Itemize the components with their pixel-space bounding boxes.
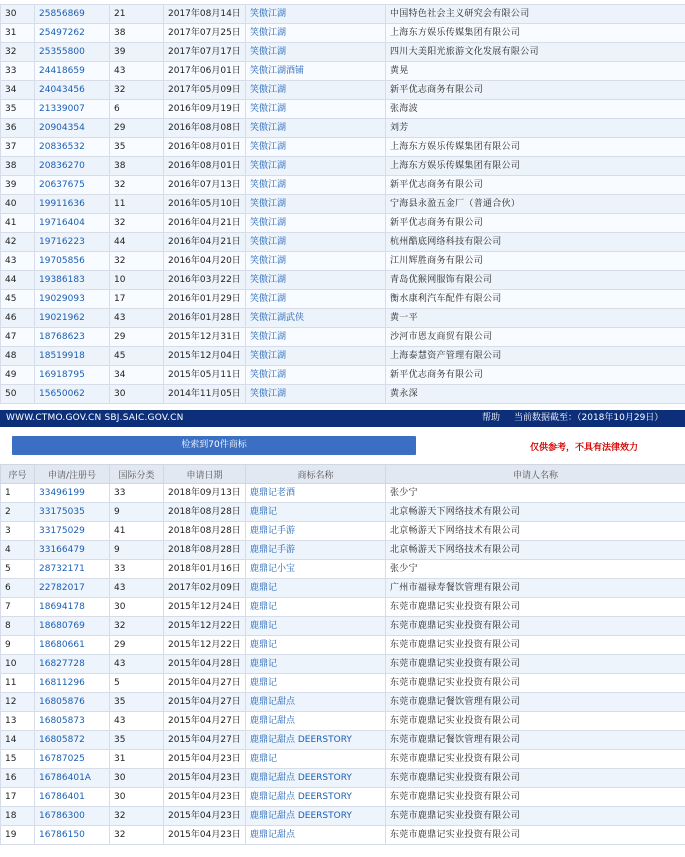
trademark-name-link[interactable]: 笑傲江湖 [246,271,386,290]
registration-number-link[interactable]: 21339007 [35,100,110,119]
date-cell: 2016年04月21日 [164,214,246,233]
registration-number-link[interactable]: 16811296 [35,674,110,693]
row-number: 32 [1,43,35,62]
applicant-cell: 东莞市鹿鼎记实业投资有限公司 [386,655,685,674]
table-header-row [1,465,685,484]
class-cell: 35 [110,693,164,712]
class-cell: 34 [110,366,164,385]
class-cell: 43 [110,655,164,674]
trademark-name-link[interactable]: 笑傲江湖 [246,385,386,404]
row-number: 9 [1,636,35,655]
date-cell: 2015年04月27日 [164,674,246,693]
class-cell: 33 [110,484,164,503]
trademark-name-link[interactable]: 笑傲江湖 [246,195,386,214]
registration-number-link[interactable]: 33175035 [35,503,110,522]
row-number: 38 [1,157,35,176]
trademark-name-link[interactable]: 鹿鼎记甜点 [246,693,386,712]
registration-number-link[interactable]: 20637675 [35,176,110,195]
registration-number-link[interactable]: 19021962 [35,309,110,328]
table-row [1,176,685,195]
class-cell: 30 [110,788,164,807]
data-deadline: 当前数据截至：（2018年10月29日） [514,413,664,423]
help-link[interactable]: 帮助 [482,413,501,423]
applicant-cell: 北京畅游天下网络技术有限公司 [386,503,685,522]
class-cell: 32 [110,617,164,636]
registration-number-link[interactable]: 18768623 [35,328,110,347]
registration-number-link[interactable]: 20836270 [35,157,110,176]
date-cell: 2018年08月28日 [164,541,246,560]
applicant-cell: 刘芳 [386,119,685,138]
row-number: 14 [1,731,35,750]
date-cell: 2015年12月22日 [164,617,246,636]
class-cell: 9 [110,541,164,560]
site-banner [0,410,685,427]
table-row [1,788,685,807]
table-row [1,636,685,655]
row-number: 46 [1,309,35,328]
class-cell: 29 [110,119,164,138]
date-cell: 2015年04月23日 [164,750,246,769]
date-cell: 2017年02月09日 [164,579,246,598]
applicant-cell: 江川辉胜商务有限公司 [386,252,685,271]
row-number: 19 [1,826,35,845]
table-row [1,541,685,560]
trademark-name-link[interactable]: 鹿鼎记 [246,503,386,522]
date-cell: 2016年08月08日 [164,119,246,138]
date-cell: 2017年08月14日 [164,5,246,24]
registration-number-link[interactable]: 24043456 [35,81,110,100]
applicant-cell: 东莞市鹿鼎记实业投资有限公司 [386,788,685,807]
trademark-name-link[interactable]: 鹿鼎记甜点 [246,826,386,845]
result-count-button[interactable]: 检索到70件商标 [12,436,416,455]
table-row [1,598,685,617]
table-row [1,195,685,214]
table-row [1,119,685,138]
date-cell: 2015年12月24日 [164,598,246,617]
date-cell: 2015年04月23日 [164,788,246,807]
table-row [1,328,685,347]
class-cell: 32 [110,826,164,845]
trademark-name-link[interactable]: 鹿鼎记甜点 [246,712,386,731]
trademark-name-link[interactable]: 笑傲江湖 [246,176,386,195]
registration-number-link[interactable]: 19386183 [35,271,110,290]
applicant-cell: 宁海县永盈五金厂（普通合伙） [386,195,685,214]
table-row [1,347,685,366]
registration-number-link[interactable]: 18694178 [35,598,110,617]
applicant-cell: 张少宁 [386,484,685,503]
date-cell: 2018年08月28日 [164,522,246,541]
registration-number-link[interactable]: 18680661 [35,636,110,655]
class-cell: 38 [110,24,164,43]
class-cell: 11 [110,195,164,214]
date-cell: 2017年06月01日 [164,62,246,81]
class-cell: 43 [110,712,164,731]
registration-number-link[interactable]: 20904354 [35,119,110,138]
table-row [1,100,685,119]
registration-number-link[interactable]: 16918795 [35,366,110,385]
date-cell: 2015年12月04日 [164,347,246,366]
applicant-cell: 新平优志商务有限公司 [386,366,685,385]
trademark-name-link[interactable]: 鹿鼎记老酒 [246,484,386,503]
registration-number-link[interactable]: 16786300 [35,807,110,826]
class-cell: 32 [110,807,164,826]
trademark-name-link[interactable]: 笑傲江湖 [246,366,386,385]
table-row [1,233,685,252]
class-cell: 30 [110,769,164,788]
applicant-cell: 新平优志商务有限公司 [386,214,685,233]
applicant-cell: 东莞市鹿鼎记餐饮管理有限公司 [386,731,685,750]
applicant-cell: 黄晃 [386,62,685,81]
date-cell: 2016年03月22日 [164,271,246,290]
class-cell: 35 [110,731,164,750]
table-row [1,81,685,100]
table-row [1,157,685,176]
class-cell: 29 [110,328,164,347]
trademark-name-link[interactable]: 笑傲江湖 [246,233,386,252]
row-number: 30 [1,5,35,24]
date-cell: 2017年07月17日 [164,43,246,62]
class-cell: 43 [110,62,164,81]
applicant-cell: 东莞市鹿鼎记实业投资有限公司 [386,826,685,845]
date-cell: 2015年04月23日 [164,769,246,788]
applicant-cell: 沙河市恩友商贸有限公司 [386,328,685,347]
class-cell: 17 [110,290,164,309]
applicant-cell: 广州市福禄寿餐饮管理有限公司 [386,579,685,598]
applicant-cell: 东莞市鹿鼎记实业投资有限公司 [386,712,685,731]
class-cell: 31 [110,750,164,769]
registration-number-link[interactable]: 33166479 [35,541,110,560]
trademark-name-link[interactable]: 鹿鼎记 [246,674,386,693]
class-cell: 32 [110,176,164,195]
class-cell: 32 [110,81,164,100]
row-number: 12 [1,693,35,712]
header-name: 商标名称 [246,465,386,484]
class-cell: 21 [110,5,164,24]
trademark-name-link[interactable]: 鹿鼎记 [246,598,386,617]
table-row [1,826,685,845]
trademark-name-link[interactable]: 笑傲江湖 [246,43,386,62]
class-cell: 43 [110,309,164,328]
row-number: 8 [1,617,35,636]
row-number: 3 [1,522,35,541]
header-reg: 申请/注册号 [35,465,110,484]
applicant-cell: 上海东方娱乐传媒集团有限公司 [386,24,685,43]
applicant-cell: 中国特色社会主义研究会有限公司 [386,5,685,24]
trademark-name-link[interactable]: 鹿鼎记甜点 DEERSTORY [246,731,386,750]
registration-number-link[interactable]: 16805872 [35,731,110,750]
applicant-cell: 东莞市鹿鼎记餐饮管理有限公司 [386,693,685,712]
applicant-cell: 黄一平 [386,309,685,328]
table-row [1,807,685,826]
header-applicant: 申请人名称 [386,465,685,484]
class-cell: 32 [110,252,164,271]
class-cell: 33 [110,560,164,579]
class-cell: 32 [110,214,164,233]
date-cell: 2016年08月01日 [164,138,246,157]
trademark-name-link[interactable]: 笑傲江湖 [246,157,386,176]
trademark-name-link[interactable]: 笑傲江湖 [246,119,386,138]
results-table-body [1,484,685,845]
trademark-name-link[interactable]: 鹿鼎记甜点 DEERSTORY [246,807,386,826]
table-row [1,252,685,271]
applicant-cell: 东莞市鹿鼎记实业投资有限公司 [386,750,685,769]
row-number: 37 [1,138,35,157]
date-cell: 2015年04月27日 [164,731,246,750]
row-number: 11 [1,674,35,693]
row-number: 49 [1,366,35,385]
table-row [1,138,685,157]
table-row [1,674,685,693]
trademark-name-link[interactable]: 鹿鼎记小宝 [246,560,386,579]
trademark-name-link[interactable]: 鹿鼎记 [246,579,386,598]
applicant-cell: 杭州酷底网络科技有限公司 [386,233,685,252]
trademark-name-link[interactable]: 笑傲江湖 [246,252,386,271]
table-row [1,750,685,769]
registration-number-link[interactable]: 20836532 [35,138,110,157]
registration-number-link[interactable]: 19911636 [35,195,110,214]
trademark-name-link[interactable]: 鹿鼎记 [246,655,386,674]
registration-number-link[interactable]: 19705856 [35,252,110,271]
trademark-name-link[interactable]: 笑傲江湖 [246,214,386,233]
applicant-cell: 东莞市鹿鼎记实业投资有限公司 [386,598,685,617]
row-number: 35 [1,100,35,119]
row-number: 48 [1,347,35,366]
registration-number-link[interactable]: 16786401 [35,788,110,807]
trademark-name-link[interactable]: 鹿鼎记甜点 DEERSTORY [246,769,386,788]
trademark-name-link[interactable]: 笑傲江湖酒铺 [246,62,386,81]
class-cell: 6 [110,100,164,119]
registration-number-link[interactable]: 25355800 [35,43,110,62]
applicant-cell: 东莞市鹿鼎记实业投资有限公司 [386,636,685,655]
table-row [1,484,685,503]
registration-number-link[interactable]: 15650062 [35,385,110,404]
row-number: 47 [1,328,35,347]
date-cell: 2016年09月19日 [164,100,246,119]
class-cell: 5 [110,674,164,693]
date-cell: 2016年04月20日 [164,252,246,271]
applicant-cell: 东莞市鹿鼎记实业投资有限公司 [386,617,685,636]
registration-number-link[interactable]: 33175029 [35,522,110,541]
date-cell: 2016年01月29日 [164,290,246,309]
class-cell: 45 [110,347,164,366]
class-cell: 41 [110,522,164,541]
row-number: 6 [1,579,35,598]
date-cell: 2017年05月09日 [164,81,246,100]
class-cell: 10 [110,271,164,290]
trademark-name-link[interactable]: 鹿鼎记手游 [246,522,386,541]
row-number: 16 [1,769,35,788]
date-cell: 2015年12月31日 [164,328,246,347]
table-row [1,731,685,750]
trademark-name-link[interactable]: 笑傲江湖 [246,347,386,366]
date-cell: 2014年11月05日 [164,385,246,404]
registration-number-link[interactable]: 24418659 [35,62,110,81]
class-cell: 9 [110,503,164,522]
registration-number-link[interactable]: 25856869 [35,5,110,24]
row-number: 15 [1,750,35,769]
results-table [0,464,685,845]
trademark-name-link[interactable]: 笑傲江湖 [246,100,386,119]
table-row [1,769,685,788]
row-number: 44 [1,271,35,290]
class-cell: 30 [110,385,164,404]
trademark-name-link[interactable]: 鹿鼎记 [246,750,386,769]
row-number: 33 [1,62,35,81]
class-cell: 38 [110,157,164,176]
applicant-cell: 上海泰慧资产管理有限公司 [386,347,685,366]
applicant-cell: 衡水康利汽车配件有限公司 [386,290,685,309]
trademark-name-link[interactable]: 鹿鼎记甜点 DEERSTORY [246,788,386,807]
table-row [1,24,685,43]
disclaimer-text: 仅供参考，不具有法律效力 [530,443,639,453]
applicant-cell: 青岛优猴网服饰有限公司 [386,271,685,290]
registration-number-link[interactable]: 16787025 [35,750,110,769]
row-number: 13 [1,712,35,731]
registration-number-link[interactable]: 18680769 [35,617,110,636]
table-row [1,712,685,731]
class-cell: 29 [110,636,164,655]
date-cell: 2015年04月27日 [164,693,246,712]
table-row [1,214,685,233]
date-cell: 2016年07月13日 [164,176,246,195]
trademark-name-link[interactable]: 笑傲江湖 [246,138,386,157]
table-row [1,62,685,81]
results-table-previous [0,4,685,404]
row-number: 31 [1,24,35,43]
row-number: 2 [1,503,35,522]
applicant-cell: 东莞市鹿鼎记实业投资有限公司 [386,807,685,826]
table-row [1,522,685,541]
registration-number-link[interactable]: 28732171 [35,560,110,579]
trademark-name-link[interactable]: 笑傲江湖 [246,24,386,43]
header-class: 国际分类 [110,465,164,484]
date-cell: 2015年04月23日 [164,826,246,845]
row-number: 40 [1,195,35,214]
date-cell: 2015年05月11日 [164,366,246,385]
date-cell: 2016年05月10日 [164,195,246,214]
date-cell: 2018年01月16日 [164,560,246,579]
registration-number-link[interactable]: 16786401A [35,769,110,788]
table-row [1,693,685,712]
trademark-name-link[interactable]: 笑傲江湖 [246,328,386,347]
table-row [1,5,685,24]
row-number: 50 [1,385,35,404]
row-number: 41 [1,214,35,233]
registration-number-link[interactable]: 22782017 [35,579,110,598]
registration-number-link[interactable]: 19716223 [35,233,110,252]
trademark-name-link[interactable]: 鹿鼎记 [246,636,386,655]
row-number: 43 [1,252,35,271]
applicant-cell: 东莞市鹿鼎记实业投资有限公司 [386,674,685,693]
class-cell: 39 [110,43,164,62]
date-cell: 2015年04月28日 [164,655,246,674]
trademark-name-link[interactable]: 鹿鼎记 [246,617,386,636]
registration-number-link[interactable]: 16786150 [35,826,110,845]
applicant-cell: 上海东方娱乐传媒集团有限公司 [386,138,685,157]
table-row [1,579,685,598]
registration-number-link[interactable]: 33496199 [35,484,110,503]
table-row [1,385,685,404]
trademark-name-link[interactable]: 笑傲江湖武侠 [246,309,386,328]
date-cell: 2016年01月28日 [164,309,246,328]
applicant-cell: 张海波 [386,100,685,119]
table-row [1,655,685,674]
table-row [1,290,685,309]
table-row [1,503,685,522]
registration-number-link[interactable]: 19029093 [35,290,110,309]
registration-number-link[interactable]: 19716404 [35,214,110,233]
site-urls[interactable]: WWW.CTMO.GOV.CN SBJ.SAIC.GOV.CN [6,413,184,423]
date-cell: 2017年07月25日 [164,24,246,43]
date-cell: 2015年12月22日 [164,636,246,655]
applicant-cell: 北京畅游天下网络技术有限公司 [386,541,685,560]
row-number: 1 [1,484,35,503]
header-no: 序号 [1,465,35,484]
table-row [1,309,685,328]
row-number: 39 [1,176,35,195]
date-cell: 2015年04月27日 [164,712,246,731]
registration-number-link[interactable]: 25497262 [35,24,110,43]
applicant-cell: 北京畅游天下网络技术有限公司 [386,522,685,541]
applicant-cell: 张少宁 [386,560,685,579]
registration-number-link[interactable]: 16805873 [35,712,110,731]
trademark-name-link[interactable]: 笑傲江湖 [246,81,386,100]
row-number: 36 [1,119,35,138]
row-number: 18 [1,807,35,826]
date-cell: 2015年04月23日 [164,807,246,826]
row-number: 4 [1,541,35,560]
row-number: 17 [1,788,35,807]
applicant-cell: 上海东方娱乐传媒集团有限公司 [386,157,685,176]
trademark-name-link[interactable]: 笑傲江湖 [246,5,386,24]
results-table-previous-body [1,5,685,404]
date-cell: 2016年08月01日 [164,157,246,176]
table-row [1,560,685,579]
class-cell: 35 [110,138,164,157]
class-cell: 44 [110,233,164,252]
applicant-cell: 新平优志商务有限公司 [386,81,685,100]
row-number: 7 [1,598,35,617]
class-cell: 43 [110,579,164,598]
row-number: 34 [1,81,35,100]
row-number: 5 [1,560,35,579]
date-cell: 2016年04月21日 [164,233,246,252]
applicant-cell: 东莞市鹿鼎记实业投资有限公司 [386,769,685,788]
registration-number-link[interactable]: 16827728 [35,655,110,674]
applicant-cell: 四川大美阳光旅游文化发展有限公司 [386,43,685,62]
table-row [1,271,685,290]
header-date: 申请日期 [164,465,246,484]
trademark-name-link[interactable]: 鹿鼎记手游 [246,541,386,560]
date-cell: 2018年08月28日 [164,503,246,522]
row-number: 45 [1,290,35,309]
row-number: 10 [1,655,35,674]
table-row [1,617,685,636]
row-number: 42 [1,233,35,252]
table-row [1,43,685,62]
class-cell: 30 [110,598,164,617]
date-cell: 2018年09月13日 [164,484,246,503]
table-row [1,366,685,385]
registration-number-link[interactable]: 18519918 [35,347,110,366]
registration-number-link[interactable]: 16805876 [35,693,110,712]
trademark-name-link[interactable]: 笑傲江湖 [246,290,386,309]
applicant-cell: 新平优志商务有限公司 [386,176,685,195]
applicant-cell: 黄永深 [386,385,685,404]
